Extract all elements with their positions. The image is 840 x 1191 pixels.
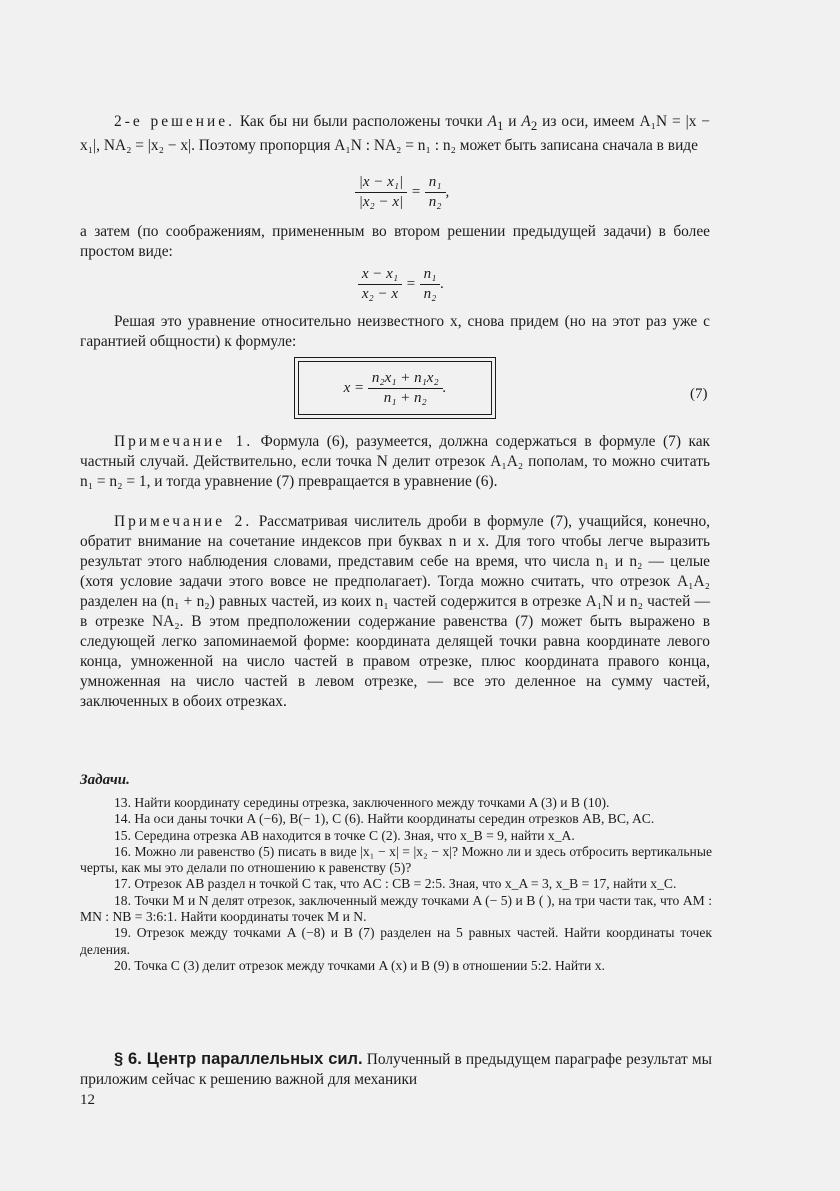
tasks-list xyxy=(80,795,712,974)
section-6: § 6. Центр параллельных сил. Полученный в предыдущем параграфе результат мы приложим сейчас к решению важной для механики xyxy=(80,1050,712,1088)
task-19: 19. Отрезок между точками A (−8) и B (7) разделен на 5 равных частей. Найти координаты точек деления. xyxy=(80,925,712,957)
page-number: 12 xyxy=(80,1092,95,1108)
task-20: 20. Точка C (3) делит отрезок между точками A (x) и B (9) в отношении 5:2. Найти x. xyxy=(114,957,605,973)
formula-7: x = $\frac{\text{n₂x₁ + n₁x₂}}{\text{n₁ + n₂}}$ . xyxy=(298,361,492,415)
paragraph-solve: Решая это уравнение относительно неизвестного x, снова придем (но на этот раз уже с гарантией общности) к формуле: xyxy=(80,313,710,350)
note-2-heading: Примечание 2. xyxy=(114,513,253,530)
task-15: 15. Середина отрезка AB находится в точке C (2). Зная, что x_B = 9, найти x_A. xyxy=(114,827,575,843)
note-1: Примечание 1. Формула (6), разумеется, должна содержаться в формуле (7) как частный случай. Действительно, если точка N делит отрезок A₁A₂ пополам, то можно считать n₁ = n₂ = 1, и тогда уравнение (7) превращается в уравнение (6). xyxy=(80,433,711,490)
note-2: Примечание 2. Рассматривая числитель дроби в формуле (7), учащийся, конечно, обратит внимание на сочетание индексов при буквах n и x. Для того чтобы легче выразить результат этого наблюдения словами, представим себе на время, что числа n₁ и n₂ — целые (хотя условие задачи этого вовсе не предполагает). Тогда можно считать, что отрезок A₁A₂ разделен на (n₁ + n₂) равных частей, из коих n₁ частей содержится в отрезке A₁N и n₂ частей — в отрезке NA₂. В этом предположении содержание равенства (7) может быть выражено в следующей легко запоминаемой форме: координата делящей точки равна координате левого конца, умноженной на число частей в правом отрезке, плюс координата правого конца, умноженная на число частей в левом отрезке, — все это деленное на сумму частей, заключенных в обоих отрезках. xyxy=(80,513,710,710)
task-17: 17. Отрезок AB раздел н точкой C так, что AC : CB = 2:5. Зная, что x_A = 3, x_B = 17, найти x_C. xyxy=(114,876,677,892)
solution2-heading: 2-е решение. xyxy=(114,113,235,130)
section-title: § 6. Центр параллельных сил. xyxy=(114,1050,363,1068)
note-1-heading: Примечание 1. xyxy=(114,433,254,450)
formula-absolute: $\frac{\text{|x − x₁|}}{\text{|x₂ − x|}}$ = $\frac{\text{n₁}}{\text{n₂}}$ , xyxy=(322,174,482,211)
formula-7-box xyxy=(294,357,496,419)
tasks-heading: Задачи. xyxy=(80,772,130,788)
task-14: 14. На оси даны точки A (−6), B(− 1), C (6). Найти координаты середин отрезков AB, BC, AC. xyxy=(114,811,655,827)
task-13: 13. Найти координату середины отрезка, заключенного между точками A (3) и B (10). xyxy=(114,795,610,810)
equation-number: (7) xyxy=(690,386,708,402)
paragraph-then: а затем (по соображениям, примененным во втором решении предыдущей задачи) в более простом виде: xyxy=(80,223,710,260)
task-16: 16. Можно ли равенство (5) писать в виде |x₁ − x| = |x₂ − x|? Можно ли и здесь отбросить вертикальные черты, как мы это делали по отношению к равенству (5)? xyxy=(80,843,712,876)
formula-simple: $\frac{\text{x − x₁}}{\text{x₂ − x}}$ = $\frac{\text{n₁}}{\text{n₂}}$ . xyxy=(326,266,476,303)
solution2-paragraph: 2-е решение. Как бы ни были расположены точки $A_1$ и $A_2$ из оси, имеем A₁N = |x − x₁|, NA₂ = |x₂ − x|. Поэтому пропорция A₁N : NA₂ = n₁ : n₂ может быть записана сначала в виде xyxy=(80,113,710,155)
task-18: 18. Точки M и N делят отрезок, заключенный между точками A (− 5) и B ( ), на три части так, что AM : MN : NB = 3:6:1. Найти координаты точек M и N. xyxy=(80,892,712,925)
